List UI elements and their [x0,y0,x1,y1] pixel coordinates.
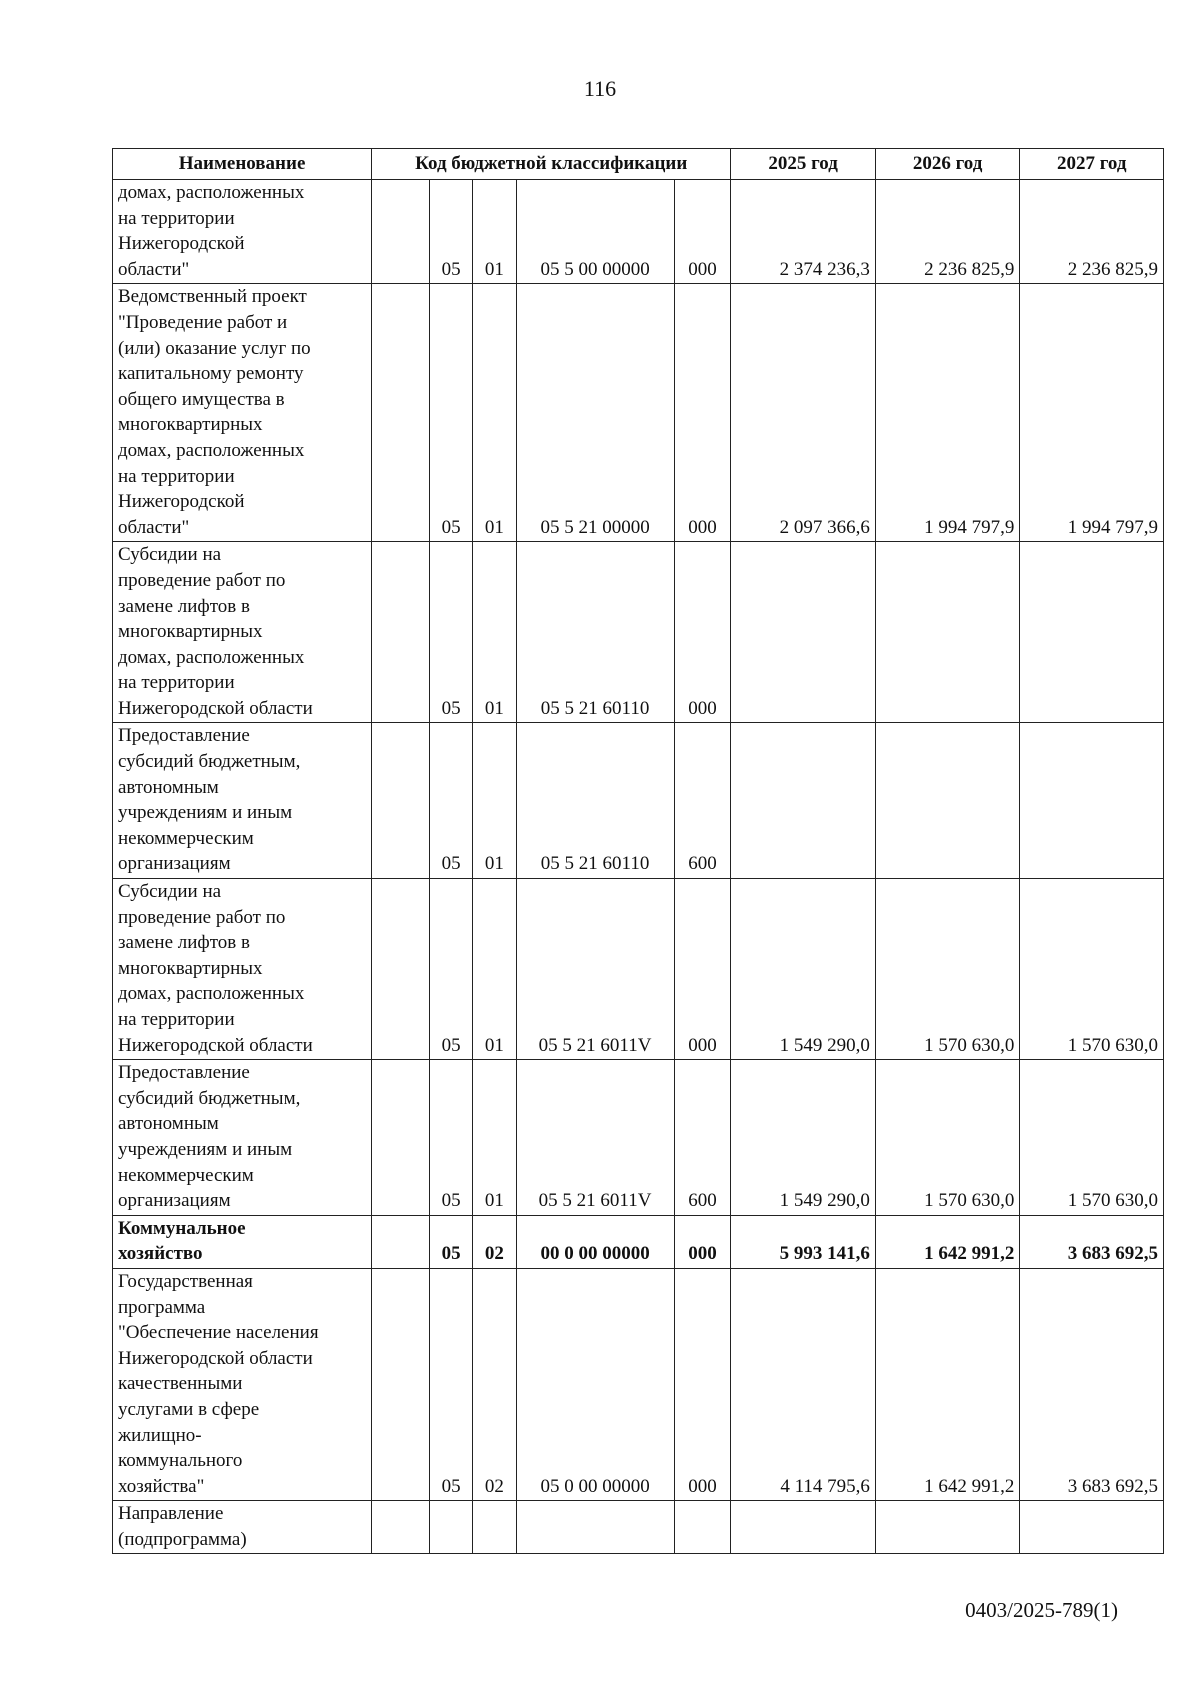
table-row [113,879,1164,1060]
value-2027: 1 994 797,9 [1020,284,1164,542]
value-2026: 1 570 630,0 [875,879,1020,1060]
row-name: Направление (подпрограмма) [113,1501,372,1554]
code-cell [372,1215,430,1268]
value-2025 [731,542,876,723]
code-expense-type [674,1501,731,1554]
code-section: 05 [429,1268,472,1500]
value-2026: 1 642 991,2 [875,1268,1020,1500]
table-header-row [113,149,1164,180]
code-section: 05 [429,879,472,1060]
value-2026: 1 570 630,0 [875,1060,1020,1216]
code-section: 05 [429,1060,472,1216]
table-row [113,542,1164,723]
value-2025: 1 549 290,0 [731,879,876,1060]
code-expense-type: 600 [674,1060,731,1216]
code-cell [372,723,430,879]
code-target-article: 05 0 00 00000 [516,1268,674,1500]
code-section: 05 [429,1215,472,1268]
header-name: Наименование [113,149,372,180]
code-target-article: 05 5 21 6011V [516,1060,674,1216]
value-2026 [875,542,1020,723]
code-expense-type: 000 [674,1268,731,1500]
table-row [113,1060,1164,1216]
table-row [113,180,1164,284]
row-name: Государственная программа "Обеспечение населения Нижегородской области качественными услугами в сфере жилищно- коммунального хозяйства" [113,1268,372,1500]
page-number: 116 [583,76,617,101]
code-cell [372,1501,430,1554]
code-expense-type: 000 [674,879,731,1060]
code-section [429,1501,472,1554]
value-2027: 2 236 825,9 [1020,180,1164,284]
row-name: Ведомственный проект "Проведение работ и (или) оказание услуг по капитальному ремонту общего имущества в многоквартирных домах, расположенных на территории Нижегородской области" [113,284,372,542]
code-cell [372,879,430,1060]
row-name: Субсидии на проведение работ по замене лифтов в многоквартирных домах, расположенных на территории Нижегородской области [113,879,372,1060]
code-target-article [516,1501,674,1554]
value-2026: 1 994 797,9 [875,284,1020,542]
code-subsection: 01 [473,542,516,723]
row-name: Предоставление субсидий бюджетным, автономным учреждениям и иным некоммерческим организациям [113,1060,372,1216]
code-target-article: 05 5 21 6011V [516,879,674,1060]
code-subsection: 01 [473,723,516,879]
code-subsection [473,1501,516,1554]
header-2026: 2026 год [875,149,1020,180]
table-row [113,284,1164,542]
header-2027: 2027 год [1020,149,1164,180]
code-target-article: 05 5 21 60110 [516,723,674,879]
code-cell [372,1060,430,1216]
code-section: 05 [429,542,472,723]
code-subsection: 02 [473,1215,516,1268]
code-expense-type: 600 [674,723,731,879]
value-2025: 5 993 141,6 [731,1215,876,1268]
document-id: 0403/2025-789(1) [965,1598,1118,1622]
value-2025: 1 549 290,0 [731,1060,876,1216]
value-2026 [875,723,1020,879]
value-2026: 2 236 825,9 [875,180,1020,284]
value-2027 [1020,542,1164,723]
code-subsection: 01 [473,879,516,1060]
value-2026 [875,1501,1020,1554]
table-row [113,1501,1164,1554]
row-name: Предоставление субсидий бюджетным, автономным учреждениям и иным некоммерческим организациям [113,723,372,879]
value-2027: 1 570 630,0 [1020,879,1164,1060]
row-name: Коммунальное хозяйство [113,1215,372,1268]
row-name: Субсидии на проведение работ по замене лифтов в многоквартирных домах, расположенных на территории Нижегородской области [113,542,372,723]
value-2027: 1 570 630,0 [1020,1060,1164,1216]
code-target-article: 05 5 21 00000 [516,284,674,542]
code-cell [372,284,430,542]
table-row [113,1215,1164,1268]
code-subsection: 01 [473,1060,516,1216]
code-expense-type: 000 [674,284,731,542]
code-subsection: 02 [473,1268,516,1500]
code-section: 05 [429,723,472,879]
header-budget-code: Код бюджетной классификации [372,149,731,180]
value-2027 [1020,1501,1164,1554]
table-row [113,1268,1164,1500]
code-target-article: 00 0 00 00000 [516,1215,674,1268]
code-section: 05 [429,180,472,284]
budget-table [112,148,1164,1554]
code-target-article: 05 5 21 60110 [516,542,674,723]
code-expense-type: 000 [674,542,731,723]
value-2026: 1 642 991,2 [875,1215,1020,1268]
value-2025 [731,723,876,879]
code-cell [372,180,430,284]
value-2027: 3 683 692,5 [1020,1215,1164,1268]
value-2027: 3 683 692,5 [1020,1268,1164,1500]
table-body [113,180,1164,1554]
code-expense-type: 000 [674,180,731,284]
code-section: 05 [429,284,472,542]
code-cell [372,1268,430,1500]
value-2025 [731,1501,876,1554]
row-name: домах, расположенных на территории Нижегородской области" [113,180,372,284]
value-2027 [1020,723,1164,879]
value-2025: 4 114 795,6 [731,1268,876,1500]
code-cell [372,542,430,723]
code-subsection: 01 [473,180,516,284]
code-expense-type: 000 [674,1215,731,1268]
header-2025: 2025 год [731,149,876,180]
table-row [113,723,1164,879]
value-2025: 2 374 236,3 [731,180,876,284]
value-2025: 2 097 366,6 [731,284,876,542]
code-target-article: 05 5 00 00000 [516,180,674,284]
code-subsection: 01 [473,284,516,542]
